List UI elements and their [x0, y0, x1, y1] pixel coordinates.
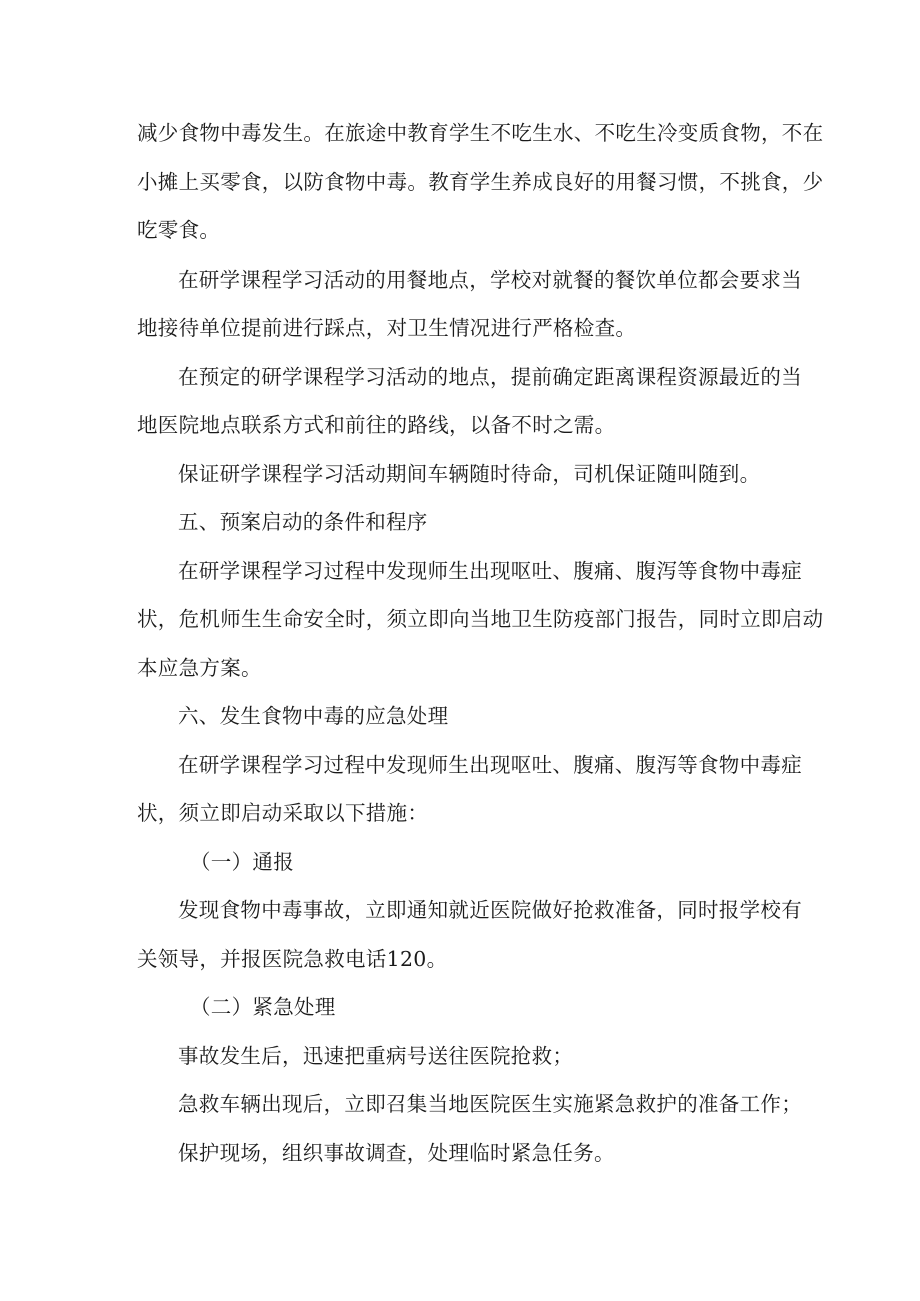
- paragraph-line: 急救车辆出现后，立即召集当地医院医生实施紧急救护的准备工作；: [178, 1092, 802, 1116]
- paragraph-line: 吃零食。: [137, 218, 221, 242]
- subsection-heading: （一）通报: [190, 850, 294, 874]
- paragraph-line: 保证研学课程学习活动期间车辆随时待命，司机保证随叫随到。: [178, 462, 761, 486]
- paragraph-line: 地接待单位提前进行踩点，对卫生情况进行严格检查。: [137, 316, 637, 340]
- paragraph-line: 关领导，并报医院急救电话120。: [137, 947, 448, 971]
- section-heading: 五、预案启动的条件和程序: [178, 510, 428, 534]
- paragraph-line: 状，危机师生生命安全时，须立即向当地卫生防疫部门报告，同时立即启动: [137, 607, 824, 631]
- paragraph-line: 在研学课程学习过程中发现师生出现呕吐、腹痛、腹泻等食物中毒症: [178, 559, 802, 583]
- paragraph-line: 在研学课程学习过程中发现师生出现呕吐、腹痛、腹泻等食物中毒症: [178, 753, 802, 777]
- paragraph-line: 保护现场，组织事故调查，处理临时紧急任务。: [178, 1141, 615, 1165]
- paragraph-line: 减少食物中毒发生。在旅途中教育学生不吃生水、不吃生冷变质食物，不在: [137, 121, 824, 145]
- paragraph-line: 事故发生后，迅速把重病号送往医院抢救；: [178, 1044, 574, 1068]
- paragraph-line: 小摊上买零食，以防食物中毒。教育学生养成良好的用餐习惯，不挑食，少: [137, 170, 824, 194]
- section-heading: 六、发生食物中毒的应急处理: [178, 704, 449, 728]
- paragraph-line: 发现食物中毒事故，立即通知就近医院做好抢救准备，同时报学校有: [178, 898, 802, 922]
- paragraph-line: 状，须立即启动采取以下措施：: [137, 801, 429, 825]
- paragraph-line: 地医院地点联系方式和前往的路线，以备不时之需。: [137, 413, 616, 437]
- paragraph-line: 在预定的研学课程学习活动的地点，提前确定距离课程资源最近的当: [178, 365, 802, 389]
- paragraph-line: 在研学课程学习活动的用餐地点，学校对就餐的餐饮单位都会要求当: [178, 268, 802, 292]
- subsection-heading: （二）紧急处理: [190, 995, 336, 1019]
- paragraph-line: 本应急方案。: [137, 656, 262, 680]
